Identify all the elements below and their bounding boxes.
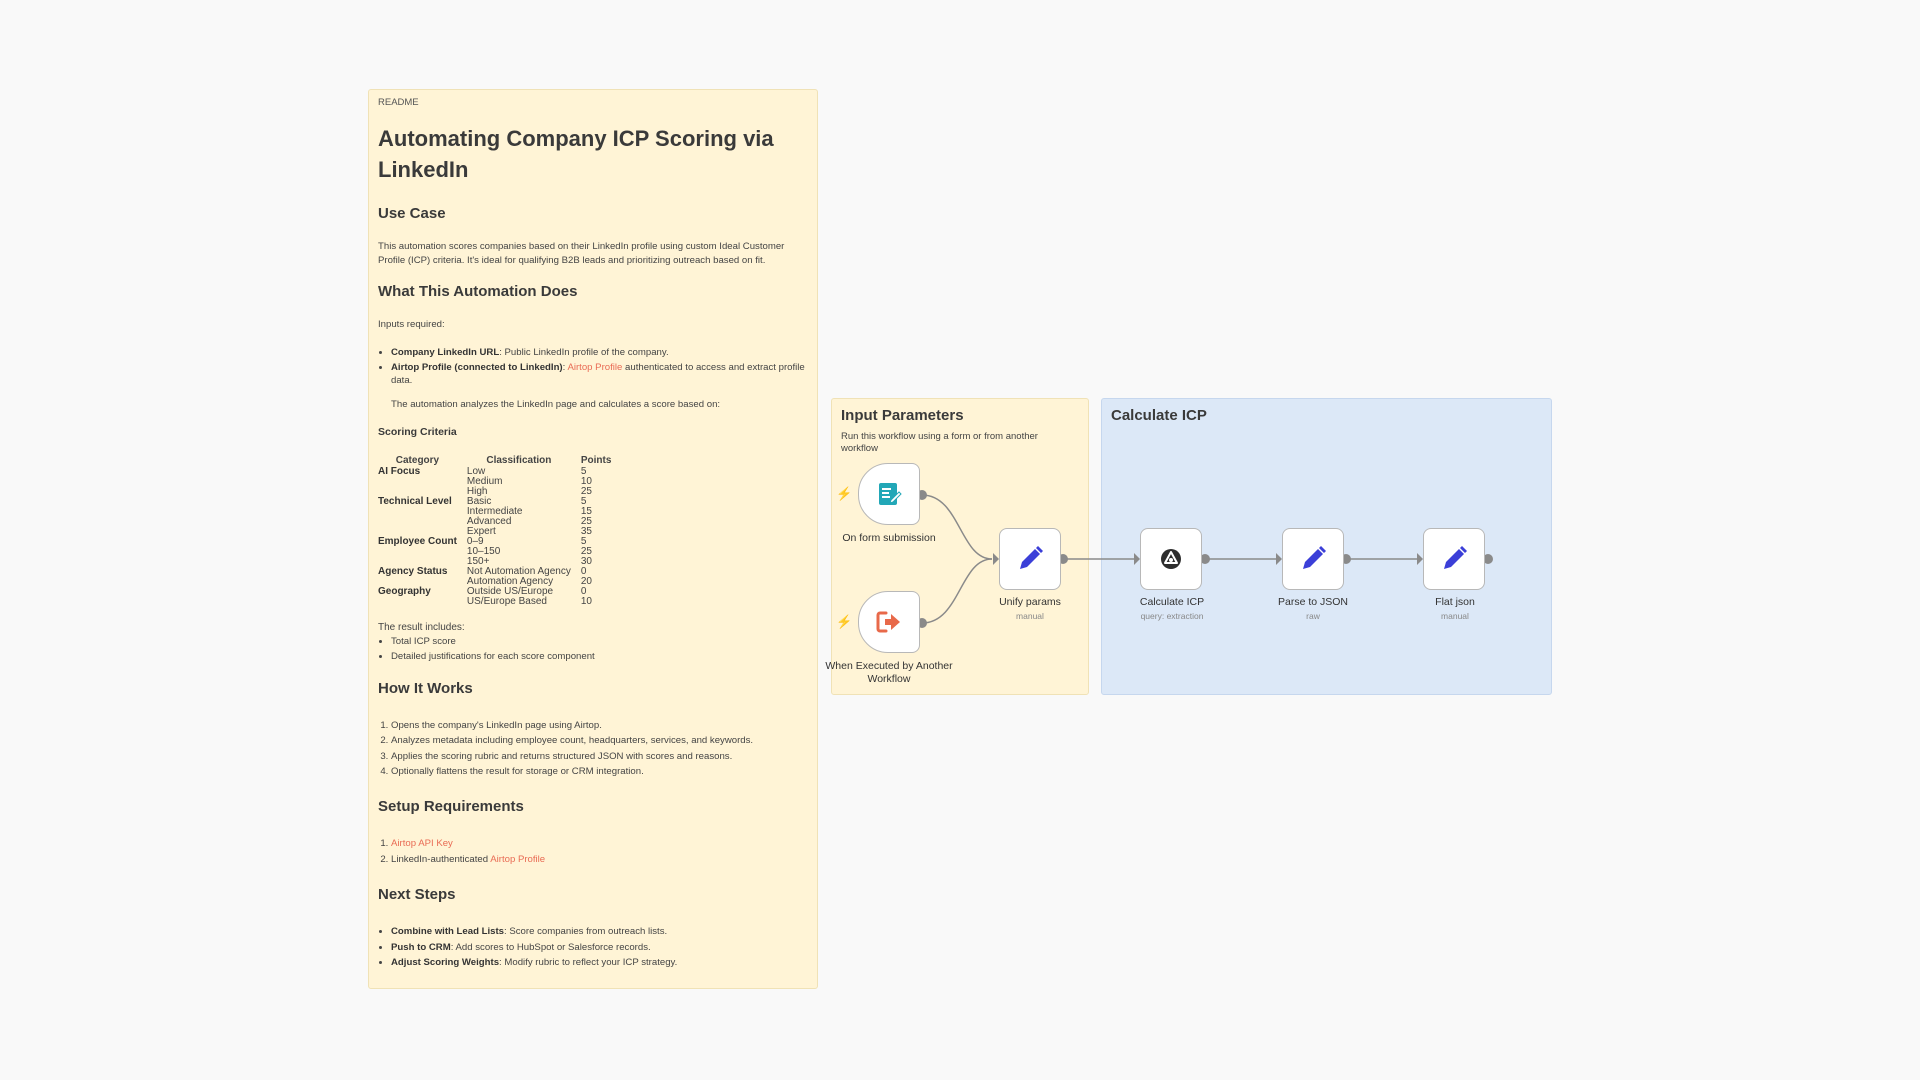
points-cell: 0	[580, 565, 587, 577]
airtop-api-key-link[interactable]: Airtop API Key	[391, 838, 453, 850]
pencil-icon	[1299, 545, 1327, 573]
list-item: 2. Analyzes metadata including employee count, headquarters, services, and keywords.	[391, 734, 808, 747]
next-heading: Next Steps	[378, 886, 456, 904]
input-parameters-title: Input Parameters	[841, 407, 964, 424]
node-sublabel: manual	[1016, 611, 1044, 621]
next3-text: : Modify rubric to reflect your ICP strategy.	[499, 957, 678, 969]
req2-text: LinkedIn-authenticated	[391, 853, 491, 865]
col-category: Category	[395, 454, 440, 466]
how-heading: How It Works	[378, 679, 473, 697]
classification-cell: High	[466, 485, 488, 497]
input2-text: authenticated to access and extract profile data.	[391, 361, 805, 387]
node-label: Unify params	[999, 596, 1061, 608]
use-case-heading: Use Case	[378, 205, 446, 223]
input2-sep: :	[562, 361, 568, 373]
list-item: 1. Opens the company's LinkedIn page using Airtop.	[391, 719, 808, 732]
node-when-executed-by-another-workflow[interactable]	[858, 591, 920, 653]
next1-label: Combine with Lead Lists	[391, 926, 505, 938]
next3-label: Adjust Scoring Weights	[391, 957, 500, 969]
node-sublabel: manual	[1441, 611, 1469, 621]
trigger-bolt-icon: ⚡	[836, 486, 853, 501]
what-it-does-heading: What This Automation Does	[378, 283, 578, 301]
node-calculate-icp[interactable]	[1140, 528, 1202, 590]
classification-cell: Basic	[466, 495, 492, 507]
airtop-icon	[1159, 547, 1183, 571]
node-on-form-submission[interactable]	[858, 463, 920, 525]
next2-label: Push to CRM	[391, 941, 451, 953]
setup-heading: Setup Requirements	[378, 798, 524, 816]
readme-title: Automating Company ICP Scoring via LinkedIn	[378, 126, 774, 183]
input2-label: Airtop Profile (connected to LinkedIn)	[391, 361, 563, 373]
points-cell: 5	[580, 495, 587, 507]
category-cell: Employee Count	[378, 535, 457, 547]
node-unify-params[interactable]	[999, 528, 1061, 590]
points-cell: 25	[580, 485, 592, 497]
points-cell: 5	[580, 535, 587, 547]
category-cell: Agency Status	[378, 565, 448, 577]
points-cell: 0	[580, 585, 587, 597]
result-label: The result includes:	[378, 621, 465, 633]
pencil-icon	[1016, 545, 1044, 573]
classification-cell: Outside US/Europe	[466, 585, 554, 597]
points-cell: 15	[580, 505, 592, 517]
classification-cell: Automation Agency	[466, 575, 554, 587]
points-cell: 10	[580, 595, 592, 607]
category-cell: AI Focus	[378, 465, 421, 477]
pencil-icon	[1440, 545, 1468, 573]
list-item: 4. Optionally flattens the result for storage or CRM integration.	[391, 765, 808, 778]
analyzes-text: The automation analyzes the LinkedIn page and calculates a score based on:	[391, 398, 721, 410]
node-label: Parse to JSON	[1277, 596, 1349, 608]
node-sublabel: raw	[1306, 611, 1320, 621]
input1-text: : Public LinkedIn profile of the company.	[499, 346, 669, 358]
input1-label: Company LinkedIn URL	[391, 346, 500, 358]
airtop-profile-link-2[interactable]: Airtop Profile	[490, 853, 546, 865]
input-parameters-subtitle: Run this workflow using a form or from another workflow	[841, 431, 1038, 454]
points-cell: 20	[580, 575, 592, 587]
category-cell: Technical Level	[378, 495, 452, 507]
next2-text: : Add scores to HubSpot or Salesforce records.	[450, 941, 651, 953]
airtop-profile-link[interactable]: Airtop Profile	[567, 361, 623, 373]
node-sublabel: query: extraction	[1140, 611, 1204, 621]
trigger-bolt-icon: ⚡	[836, 614, 853, 629]
classification-cell: US/Europe Based	[466, 595, 547, 607]
use-case-text: This automation scores companies based on their LinkedIn profile using custom Ideal Customer Profile (ICP) criteria. It's ideal for qualifying B2B leads and prioritizing outreach based on fit.	[378, 241, 785, 266]
form-icon	[876, 481, 902, 507]
node-label: When Executed by Another Workflow	[825, 660, 953, 685]
next1-text: : Score companies from outreach lists.	[504, 926, 668, 938]
calculate-icp-title: Calculate ICP	[1111, 407, 1207, 424]
connection-form-to-unify[interactable]	[922, 495, 992, 559]
points-cell: 30	[580, 555, 592, 567]
node-flat-json[interactable]	[1423, 528, 1485, 590]
points-cell: 10	[580, 475, 592, 487]
node-parse-to-json[interactable]	[1282, 528, 1344, 590]
list-item: • Detailed justifications for each score component	[391, 650, 808, 663]
list-item: • Total ICP score	[391, 635, 808, 648]
inputs-label: Inputs required:	[378, 319, 445, 331]
classification-cell: 10–150	[466, 545, 501, 557]
list-item: 3. Applies the scoring rubric and returns structured JSON with scores and reasons.	[391, 750, 808, 763]
classification-cell: Intermediate	[466, 505, 523, 517]
points-cell: 35	[580, 525, 592, 537]
readme-tag: README	[378, 97, 419, 108]
points-cell: 25	[580, 515, 592, 527]
classification-cell: Low	[466, 465, 486, 477]
col-points: Points	[580, 455, 612, 467]
node-label: Calculate ICP	[1139, 596, 1205, 608]
classification-cell: 0–9	[466, 535, 484, 547]
classification-cell: Medium	[466, 475, 503, 487]
points-cell: 5	[580, 465, 587, 477]
classification-cell: Not Automation Agency	[466, 565, 571, 577]
classification-cell: Advanced	[466, 515, 512, 527]
node-label: Flat json	[1435, 596, 1475, 608]
sign-in-icon	[876, 610, 902, 634]
classification-cell: Expert	[466, 525, 496, 537]
col-classification: Classification	[486, 455, 552, 467]
classification-cell: 150+	[466, 555, 490, 567]
category-cell: Geography	[378, 585, 431, 597]
scoring-heading: Scoring Criteria	[378, 426, 457, 439]
node-label: On form submission	[842, 532, 936, 544]
points-cell: 25	[580, 545, 592, 557]
